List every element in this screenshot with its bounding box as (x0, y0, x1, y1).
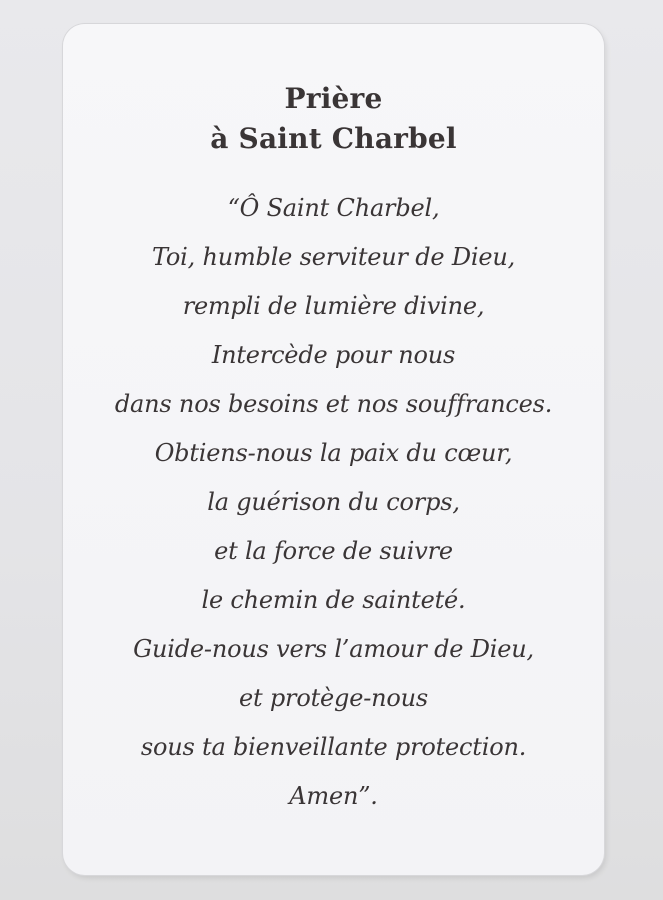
prayer-line: la guérison du corps, (207, 488, 460, 516)
prayer-line: et la force de suivre (214, 537, 453, 565)
prayer-line: Amen”. (289, 782, 378, 810)
prayer-line: Guide-nous vers l’amour de Dieu, (133, 635, 534, 663)
prayer-text (63, 184, 604, 821)
prayer-line: rempli de lumière divine, (182, 292, 485, 320)
prayer-card (63, 24, 604, 875)
prayer-line: Toi, humble serviteur de Dieu, (151, 243, 516, 271)
prayer-line: Intercède pour nous (211, 341, 456, 369)
prayer-line: et protège-nous (239, 684, 428, 712)
title-line-1: Prière (284, 82, 383, 115)
prayer-line: sous ta bienveillante protection. (140, 733, 527, 761)
prayer-line: Obtiens-nous la paix du cœur, (154, 439, 513, 467)
prayer-title (63, 79, 604, 159)
prayer-line: dans nos besoins et nos souffrances. (114, 390, 553, 418)
title-line-2: à Saint Charbel (210, 122, 457, 155)
prayer-line: le chemin de sainteté. (201, 586, 466, 614)
prayer-line: “Ô Saint Charbel, (227, 194, 440, 222)
